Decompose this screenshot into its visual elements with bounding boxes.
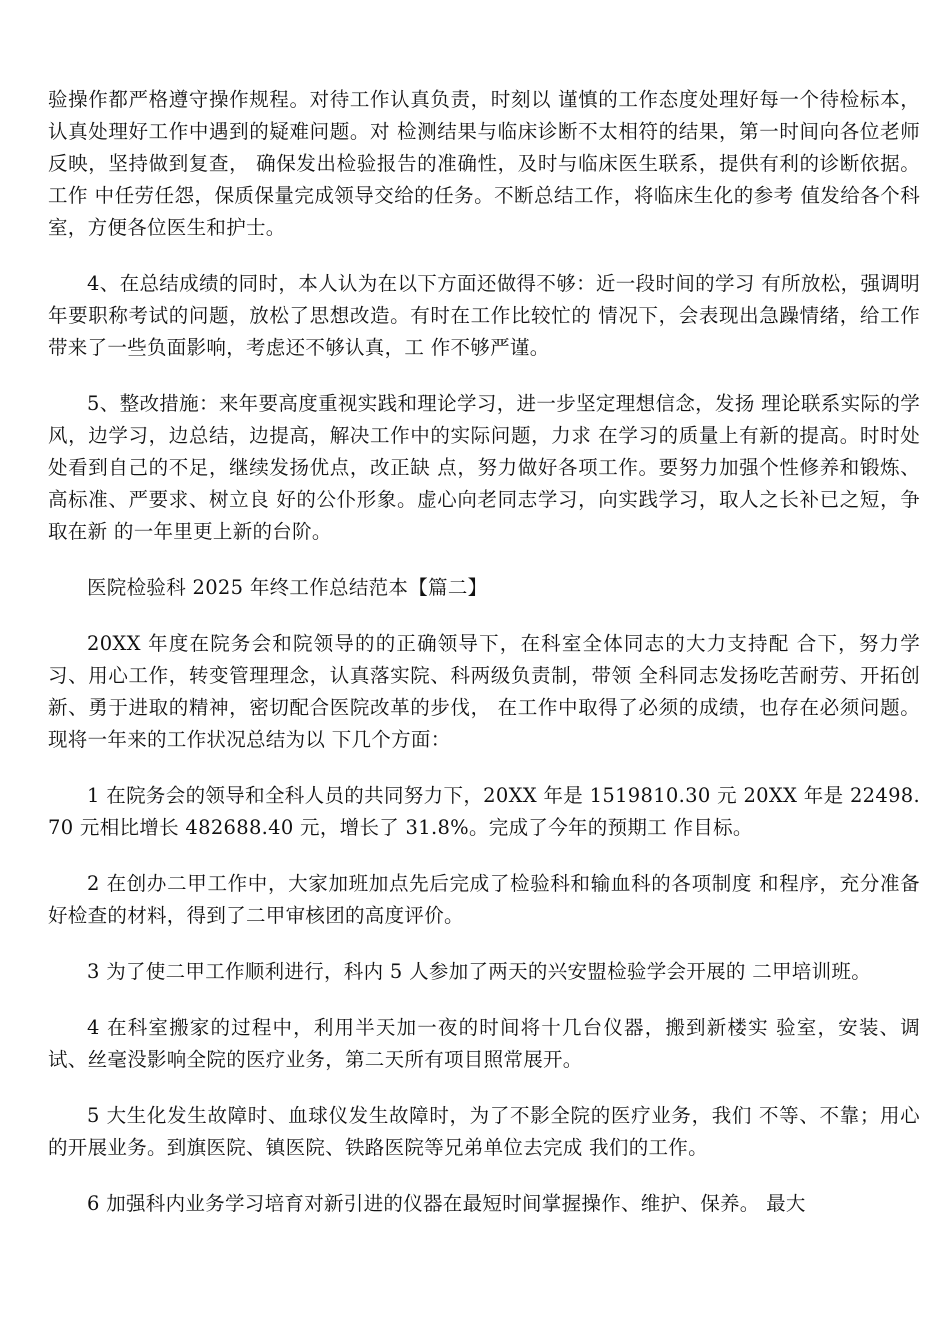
paragraph-item-1-revenue: 1 在院务会的领导和全科人员的共同努力下，20XX 年是 1519810.30 元 20XX 年是 22498.70 元相比增长 482688.40 元，增长了 31.8%。完成了今年的预期工 作目标。 [48, 784, 920, 839]
paragraph-lab-procedure: 验操作都严格遵守操作规程。对待工作认真负责，时刻以 谨慎的工作态度处理好每一个待检标本，认真处理好工作中遇到的疑难问题。对 检测结果与临床诊断不太相符的结果，第一时间向各位老师反映，坚持做到复查， 确保发出检验报告的准确性，及时与临床医生联系，提供有利的诊断依据。工作 中任劳任怨，保质保量完成领导交给的任务。不断总结工作，将临床生化的参考 值发给各个科室，方便各位医生和护士。 [48, 88, 920, 239]
paragraph-item-4-relocation: 4 在科室搬家的过程中，利用半天加一夜的时间将十几台仪器，搬到新楼实 验室，安装、调试、丝毫没影响全院的医疗业务，第二天所有项目照常展开。 [48, 1016, 920, 1071]
paragraph-corrective-measures: 5、整改措施：来年要高度重视实践和理论学习，进一步坚定理想信念，发扬 理论联系实际的学风，边学习，边总结，边提高，解决工作中的实际问题，力求 在学习的质量上有新的提高。时时处处看到自己的不足，继续发扬优点，改正缺 点，努力做好各项工作。要努力加强个性修养和锻炼、高标准、严要求、树立良 好的公仆形象。虚心向老同志学习，向实践学习，取人之长补已之短，争取在新 的一年里更上新的台阶。 [48, 392, 920, 543]
paragraph-item-6-study: 6 加强科内业务学习培育对新引进的仪器在最短时间掌握操作、维护、保养。 最大 [87, 1192, 806, 1215]
paragraph-annual-intro: 20XX 年度在院务会和院领导的的正确领导下，在科室全体同志的大力支持配 合下，努力学习、用心工作，转变管理理念，认真落实院、科两级负责制，带领 全科同志发扬吃苦耐劳、开拓创新、勇于进取的精神，密切配合医院改革的步伐， 在工作中取得了必须的成绩，也存在必须问题。现将一年来的工作状况总结为以 下几个方面： [48, 632, 920, 751]
paragraph-item-3-training: 3 为了使二甲工作顺利进行，科内 5 人参加了两天的兴安盟检验学会开展的 二甲培训班。 [87, 960, 872, 983]
section-heading: 医院检验科 2025 年终工作总结范本【篇二】 [87, 576, 488, 599]
paragraph-item-2-accreditation: 2 在创办二甲工作中，大家加班加点先后完成了检验科和输血科的各项制度 和程序，充分准备好检查的材料，得到了二甲审核团的高度评价。 [48, 872, 920, 927]
document-page [48, 84, 920, 1244]
paragraph-shortcomings: 4、在总结成绩的同时，本人认为在以下方面还做得不够：近一段时间的学习 有所放松，强调明年要职称考试的问题，放松了思想改造。有时在工作比较忙的 情况下，会表现出急躁情绪，给工作带来了一些负面影响，考虑还不够认真，工 作不够严谨。 [48, 272, 920, 359]
paragraph-item-5-equipment-failure: 5 大生化发生故障时、血球仪发生故障时，为了不影全院的医疗业务，我们 不等、不靠；用心的开展业务。到旗医院、镇医院、铁路医院等兄弟单位去完成 我们的工作。 [48, 1104, 920, 1159]
